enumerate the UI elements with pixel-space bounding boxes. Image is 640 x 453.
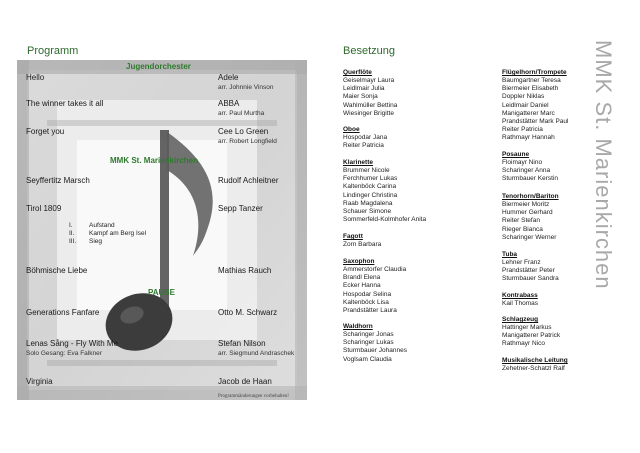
composer: Cee Lo Green bbox=[218, 127, 269, 136]
member: Hummer Gerhard bbox=[502, 209, 553, 217]
program-title: Programm bbox=[27, 45, 79, 57]
member: Hospodar Jana bbox=[343, 134, 388, 141]
section-klarinette bbox=[343, 158, 493, 224]
member: Floimayr Nino bbox=[502, 159, 543, 166]
member: Sturmbauer Kerstin bbox=[502, 175, 558, 183]
member: Kaltenböck Carina bbox=[343, 183, 397, 191]
movement-name: Aufstand bbox=[89, 222, 115, 229]
piece: Virginia bbox=[26, 377, 53, 386]
section-heading: Tuba bbox=[502, 251, 518, 258]
member: Manigatterer Patrick bbox=[502, 332, 561, 340]
section-heading: Schlagzeug bbox=[502, 316, 539, 323]
piece: The winner takes it all bbox=[26, 99, 104, 108]
member: Rathmayr Hannah bbox=[502, 134, 555, 142]
piece: Hello bbox=[26, 73, 45, 82]
movement-num: III. bbox=[69, 238, 77, 245]
piece: Tirol 1809 bbox=[26, 204, 62, 213]
member: Wiesinger Brigitte bbox=[343, 109, 394, 117]
member: Manigatterer Marc bbox=[502, 109, 555, 117]
piece: Lenas Sång - Fly With Me bbox=[26, 339, 119, 348]
member: Wahlmüller Bettina bbox=[343, 101, 398, 109]
member: Kaltenböck Lisa bbox=[343, 298, 389, 306]
member: Ecker Hanna bbox=[343, 282, 381, 290]
vertical-title-text: MMK St. Marienkirchen bbox=[591, 40, 616, 290]
movement-name: Kampf am Berg Isel bbox=[89, 230, 147, 237]
solo-note: Solo Gesang: Eva Falkner bbox=[26, 350, 102, 357]
piece: Böhmische Liebe bbox=[26, 266, 88, 275]
section-heading: Fagott bbox=[343, 233, 363, 240]
member: Scharinger Anna bbox=[502, 167, 551, 175]
member: Lehner Franz bbox=[502, 259, 541, 266]
member: Rathmayr Nico bbox=[502, 340, 545, 348]
program-change-note: Programmänderungen vorbehalten! bbox=[218, 394, 289, 399]
member: Zehetner-Schatzl Ralf bbox=[502, 365, 565, 372]
composer: Sepp Tanzer bbox=[218, 204, 263, 213]
section-heading: Querflöte bbox=[343, 69, 372, 76]
member: Doppler Niklas bbox=[502, 93, 545, 101]
pause-label: PAUSE bbox=[148, 288, 175, 297]
member: Baumgartner Teresa bbox=[502, 77, 561, 84]
section-heading: Tenorhorn/Bariton bbox=[502, 193, 559, 200]
composer: ABBA bbox=[218, 99, 240, 108]
section-saxophon bbox=[343, 257, 493, 315]
member: Biermeier Elisabeth bbox=[502, 85, 559, 93]
piece: Generations Fanfare bbox=[26, 308, 100, 317]
member: Lindinger Christina bbox=[343, 191, 398, 199]
besetzung-title: Besetzung bbox=[343, 45, 395, 57]
member: Geiselmayr Laura bbox=[343, 77, 395, 84]
member: Scharinger Werner bbox=[502, 233, 557, 241]
arranger: arr. Johnnie Vinson bbox=[218, 84, 274, 91]
composer: Rudolf Achleitner bbox=[218, 176, 279, 185]
member: Zorn Barbara bbox=[343, 241, 382, 248]
member: Hospodar Selina bbox=[343, 290, 392, 298]
piece: Forget you bbox=[26, 127, 65, 136]
member: Brandl Elena bbox=[343, 274, 381, 282]
member: Ferchhumer Lukas bbox=[343, 175, 398, 183]
section-oboe bbox=[343, 125, 493, 150]
member: Voglsam Claudia bbox=[343, 355, 392, 363]
section-heading: Posaune bbox=[502, 151, 530, 158]
section-heading: Klarinette bbox=[343, 159, 373, 166]
member: Rieger Bianca bbox=[502, 225, 543, 233]
section-heading: Waldhorn bbox=[343, 323, 373, 330]
vertical-title bbox=[588, 40, 628, 410]
piece: Seyffertitz Marsch bbox=[26, 176, 90, 185]
member: Ammerstorfer Claudia bbox=[343, 266, 407, 273]
arranger: arr. Paul Murtha bbox=[218, 110, 265, 117]
section-heading: Kontrabass bbox=[502, 292, 538, 299]
section-waldhorn bbox=[343, 322, 493, 364]
group-mmk: MMK St. Marienkirchen bbox=[110, 156, 199, 165]
member: Biermeier Moritz bbox=[502, 201, 550, 208]
member: Raab Magdalena bbox=[343, 199, 393, 207]
section-heading: Saxophon bbox=[343, 258, 375, 265]
member: Reiter Stefan bbox=[502, 217, 540, 225]
section-heading: Oboe bbox=[343, 126, 360, 133]
section-querfloete bbox=[343, 68, 493, 118]
member: Scharinger Lukas bbox=[343, 339, 394, 347]
member: Prandstätter Laura bbox=[343, 307, 397, 315]
arranger: arr. Robert Longfield bbox=[218, 138, 277, 145]
group-jugendorchester: Jugendorchester bbox=[126, 62, 191, 71]
member: Hattinger Markus bbox=[502, 324, 552, 331]
composer: Otto M. Schwarz bbox=[218, 308, 278, 317]
composer: Jacob de Haan bbox=[218, 377, 272, 386]
member: Maier Sonja bbox=[343, 93, 378, 101]
member: Scharinger Jonas bbox=[343, 331, 394, 338]
member: Reiter Patricia bbox=[502, 126, 543, 134]
member: Kail Thomas bbox=[502, 300, 539, 307]
composer: Stefan Nilson bbox=[218, 339, 266, 348]
member: Sturmbauer Sandra bbox=[502, 275, 559, 283]
member: Sturmbauer Johannes bbox=[343, 347, 407, 355]
member: Reiter Patricia bbox=[343, 142, 384, 150]
member: Brummer Nicole bbox=[343, 167, 390, 174]
section-fagott bbox=[343, 232, 493, 249]
movement-name: Sieg bbox=[89, 238, 103, 245]
member: Schauer Simone bbox=[343, 208, 392, 216]
member: Prandstätter Mark Paul bbox=[502, 118, 569, 126]
member: Leidlmair Daniel bbox=[502, 101, 549, 109]
movement-num: I. bbox=[69, 222, 73, 229]
composer: Adele bbox=[218, 73, 239, 82]
member: Leidlmair Julia bbox=[343, 85, 385, 93]
section-heading: Flügelhorn/Trompete bbox=[502, 69, 567, 76]
member: Prandstätter Peter bbox=[502, 267, 555, 275]
member: Sommerfeld-Kolmhofer Anita bbox=[343, 216, 427, 224]
section-heading: Musikalische Leitung bbox=[502, 357, 568, 364]
movement-num: II. bbox=[69, 230, 75, 237]
arranger: arr. Siegmund Andraschek bbox=[218, 350, 295, 357]
composer: Mathias Rauch bbox=[218, 266, 272, 275]
